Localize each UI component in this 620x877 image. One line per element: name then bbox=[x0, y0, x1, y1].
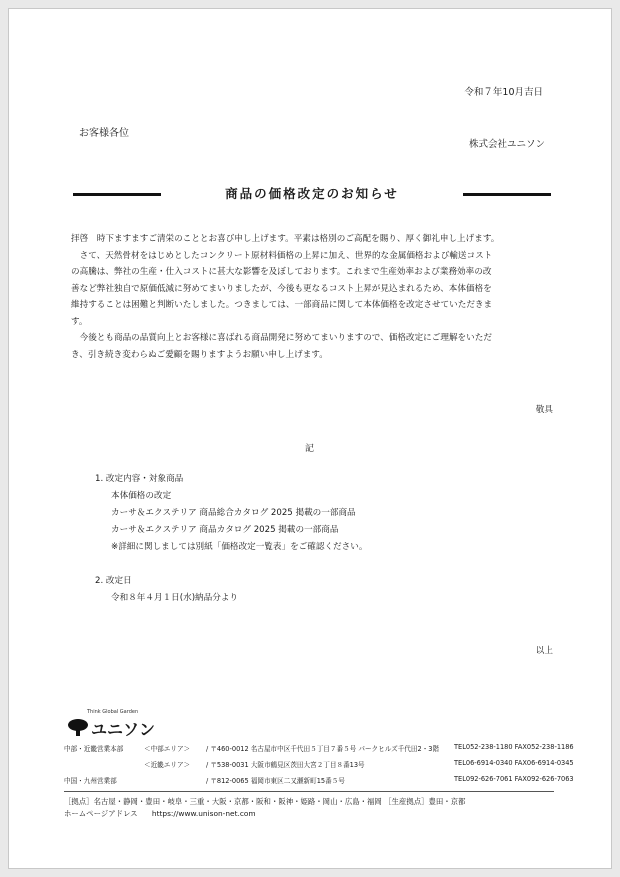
office-name: 中部・近畿営業本部 bbox=[64, 745, 124, 753]
item2-heading: 2. 改定日 bbox=[95, 576, 132, 586]
body-line: 善など弊社独自で原価低減に努めてまいりましたが、今後も更なるコスト上昇が見込まれるため、本体価格を bbox=[71, 283, 492, 294]
office-address: / 〒812-0065 福岡市東区二又瀬新町15番５号 bbox=[206, 777, 345, 785]
letter-date: 令和７年10月吉日 bbox=[464, 87, 543, 98]
company-logo bbox=[67, 709, 177, 739]
footer-bases: ［拠点］名古屋・静岡・豊田・岐阜・三重・大阪・京都・阪和・阪神・姫路・岡山・広島・福岡 ［生産拠点］豊田・京都 bbox=[64, 797, 466, 806]
office-row bbox=[64, 743, 574, 755]
body-line: き、引き続き変わらぬご愛顧を賜りますようお願い申し上げます。 bbox=[71, 349, 328, 360]
body-line: す。 bbox=[71, 316, 88, 327]
office-row bbox=[64, 775, 574, 787]
footer-homepage bbox=[64, 808, 256, 819]
office-tel: TEL06-6914-0340 FAX06-6914-0345 bbox=[454, 759, 574, 767]
body-line: 今後とも商品の品質向上とお客様に喜ばれる商品開発に努めてまいりますので、価格改定にご理解をいただ bbox=[71, 333, 492, 343]
body-line: さて、天然骨材をはじめとしたコンクリート原材料価格の上昇に加え、世界的な金属価格および輸送コスト bbox=[71, 250, 493, 261]
logo-mark-icon bbox=[67, 717, 89, 737]
recipient: お客様各位 bbox=[79, 128, 129, 139]
item1-line: 本体価格の改定 bbox=[111, 491, 172, 501]
homepage-link[interactable]: https://www.unison-net.com bbox=[151, 809, 256, 818]
title-banner bbox=[73, 181, 551, 207]
ki-heading: 記 bbox=[305, 444, 315, 454]
closing-ijo: 以上 bbox=[535, 646, 553, 656]
item2-line: 令和８年４月１日(水)納品分より bbox=[111, 593, 239, 603]
body-line: の高騰は、弊社の生産・仕入コストに甚大な影響を及ぼしております。これまで生産効率および業務効率の改 bbox=[71, 267, 492, 277]
office-row bbox=[64, 759, 574, 771]
item1-line: カーサ＆エクステリア 商品カタログ 2025 掲載の一部商品 bbox=[111, 525, 339, 535]
title-rule-right bbox=[463, 193, 551, 196]
notice-items bbox=[95, 471, 367, 607]
logo-name: ユニソン bbox=[91, 720, 156, 739]
item1-line: ※詳細に関しましては別紙「価格改定一覧表」をご確認ください。 bbox=[111, 542, 368, 552]
logo-tagline: Think Global Garden bbox=[87, 709, 139, 715]
item1-heading: 1. 改定内容・対象商品 bbox=[95, 474, 184, 484]
office-address: / 〒538-0031 大阪市鶴見区茨田大宮２丁目８番13号 bbox=[206, 761, 365, 769]
page-title: 商品の価格改定のお知らせ bbox=[225, 186, 399, 201]
homepage-label: ホームページアドレス bbox=[64, 809, 138, 818]
closing-keigu: 敬具 bbox=[535, 405, 553, 415]
letter-page bbox=[8, 8, 612, 869]
sender-company: 株式会社ユニソン bbox=[468, 139, 545, 150]
office-tel: TEL052-238-1180 FAX052-238-1186 bbox=[454, 743, 574, 751]
footer-divider bbox=[64, 791, 554, 792]
office-area: ＜近畿エリア＞ bbox=[144, 761, 191, 769]
body-line: 拝啓 時下ますますご清栄のこととお喜び申し上げます。平素は格別のご高配を賜り、厚く御礼申し上げます。 bbox=[71, 234, 500, 244]
office-address: / 〒460-0012 名古屋市中区千代田５丁目７番５号 パークヒルズ千代田2・3階 bbox=[206, 745, 440, 753]
body-text bbox=[71, 231, 557, 363]
title-rule-left bbox=[73, 193, 161, 196]
body-line: 維持することは困難と判断いたしました。つきましては、一部商品に関して本体価格を改定させていただきま bbox=[71, 300, 493, 310]
office-tel: TEL092-626-7061 FAX092-626-7063 bbox=[454, 775, 574, 783]
item-spacer bbox=[95, 556, 367, 573]
item1-line: カーサ＆エクステリア 商品総合カタログ 2025 掲載の一部商品 bbox=[111, 508, 356, 518]
office-name: 中国・九州営業部 bbox=[64, 777, 117, 785]
office-area: ＜中部エリア＞ bbox=[144, 745, 191, 753]
